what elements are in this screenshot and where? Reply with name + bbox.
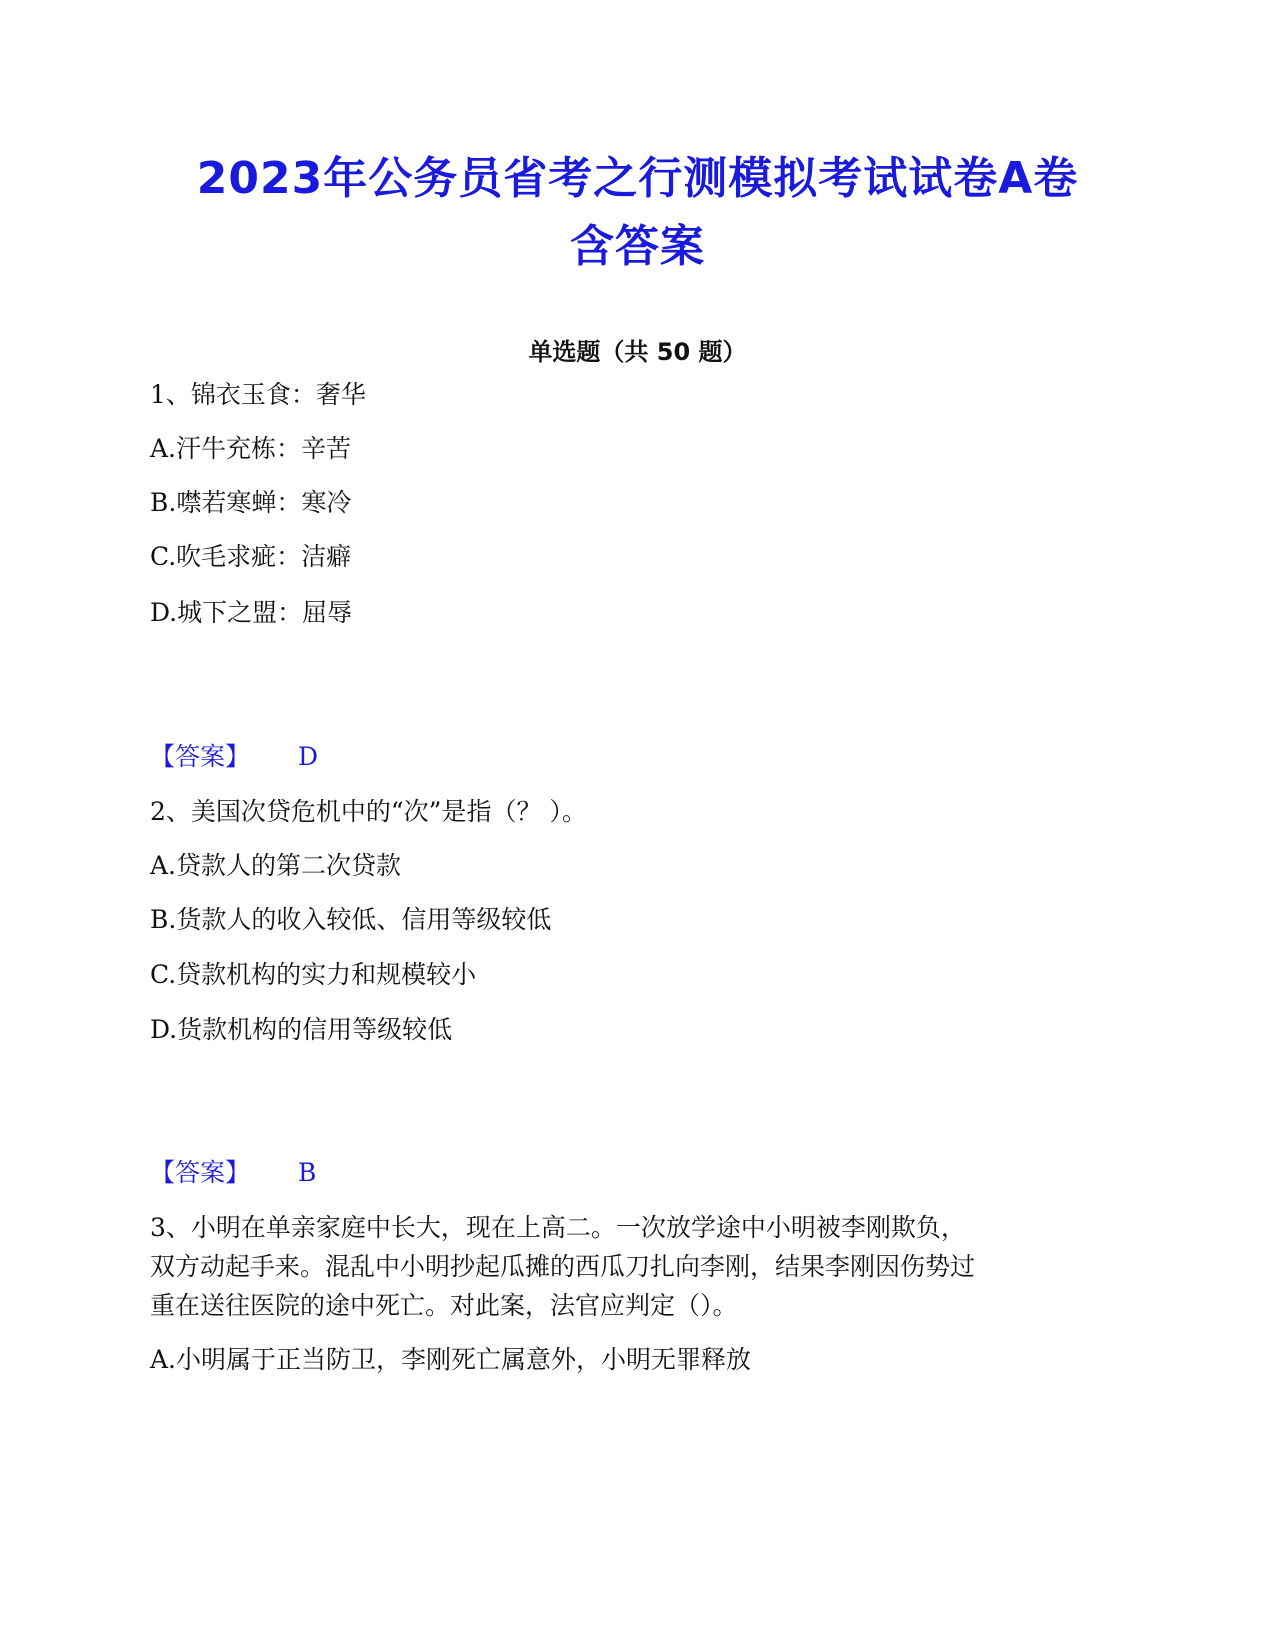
answer-value: B xyxy=(298,1158,317,1187)
question-1-answer xyxy=(150,740,318,774)
question-2-option-a: A.贷款人的第二次贷款 xyxy=(150,851,402,880)
question-2-answer xyxy=(150,1156,316,1190)
question-3-stem-line-3: 重在送往医院的途中死亡。对此案，法官应判定（）。 xyxy=(150,1291,738,1320)
question-3-stem-line-2: 双方动起手来。混乱中小明抄起瓜摊的西瓜刀扎向李刚，结果李刚因伤势过 xyxy=(150,1252,976,1281)
answer-tag: 【答案】 xyxy=(150,742,251,771)
answer-value: D xyxy=(298,742,319,771)
question-2-option-b: B.货款人的收入较低、信用等级较低 xyxy=(150,905,552,934)
question-2-stem: 2、美国次贷危机中的“次”是指（？ ）。 xyxy=(150,797,587,826)
question-3-option-a: A.小明属于正当防卫，李刚死亡属意外，小明无罪释放 xyxy=(150,1345,752,1374)
question-3-stem-line-1: 3、小明在单亲家庭中长大，现在上高二。一次放学途中小明被李刚欺负， xyxy=(150,1213,966,1242)
document-title-line-2: 含答案 xyxy=(570,221,705,272)
question-1-option-c: C.吹毛求疵：洁癖 xyxy=(150,542,352,571)
section-heading: 单选题（共 50 题） xyxy=(528,338,747,366)
question-2-option-c: C.贷款机构的实力和规模较小 xyxy=(150,960,477,989)
question-1-option-a: A.汗牛充栋：辛苦 xyxy=(150,434,352,463)
document-title-line-1: 2023年公务员省考之行测模拟考试试卷A卷 xyxy=(196,153,1079,204)
question-2-option-d: D.货款机构的信用等级较低 xyxy=(150,1015,453,1044)
question-1-option-d: D.城下之盟：屈辱 xyxy=(150,598,353,627)
answer-tag: 【答案】 xyxy=(150,1158,251,1187)
question-1-stem: 1、锦衣玉食：奢华 xyxy=(150,380,366,409)
question-1-option-b: B.噤若寒蝉：寒冷 xyxy=(150,488,352,517)
